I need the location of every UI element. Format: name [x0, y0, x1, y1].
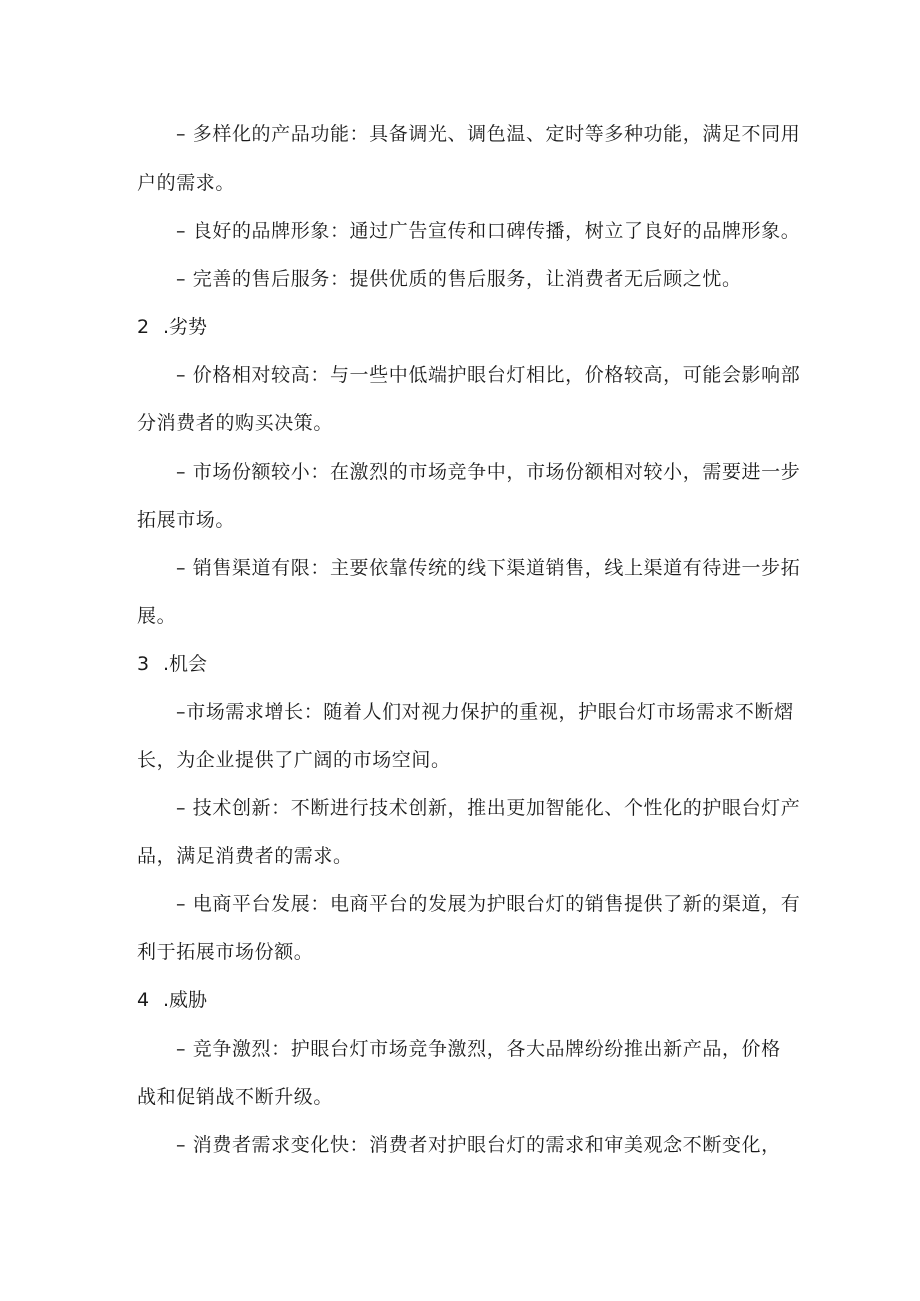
item-line: –市场需求增长：随着人们对视力保护的重视，护眼台灯市场需求不断熠 — [176, 701, 794, 723]
item-line: – 多样化的产品功能：具备调光、调色温、定时等多种功能，满足不同用 — [176, 123, 801, 145]
item-line: 户的需求。 — [137, 172, 236, 194]
item-line: – 销售渠道有限：主要依靠传统的线下渠道销售，线上渠道有待进一步拓 — [176, 557, 801, 579]
section-number: 4 — [137, 989, 150, 1011]
item-line: – 价格相对较高：与一些中低端护眼台灯相比，价格较高，可能会影响部 — [176, 364, 801, 386]
section-heading — [137, 651, 207, 677]
item-line: 拓展市场。 — [137, 509, 236, 531]
item-line: 利于拓展市场份额。 — [137, 941, 314, 963]
section-heading — [137, 314, 207, 340]
item-line: 长，为企业提供了广阔的市场空间。 — [137, 749, 451, 771]
item-line: – 竞争激烈：护眼台灯市场竞争激烈，各大品牌纷纷推出新产品，价格 — [176, 1038, 781, 1060]
item-line: 分消费者的购买决策。 — [137, 412, 334, 434]
section-title: .威胁 — [163, 989, 208, 1011]
item-line: 品，满足消费者的需求。 — [137, 845, 353, 867]
item-line: – 电商平台发展：电商平台的发展为护眼台灯的销售提供了新的渠道，有 — [176, 893, 801, 915]
item-line: 战和促销战不断升级。 — [137, 1086, 334, 1108]
item-line: – 良好的品牌形象：通过广告宣传和口碑传播，树立了良好的品牌形象。 — [176, 220, 801, 242]
section-number: 2 — [137, 316, 150, 338]
section-heading — [137, 987, 207, 1013]
item-line: 展。 — [137, 605, 177, 627]
section-title: .劣势 — [163, 316, 208, 338]
section-title: .机会 — [163, 653, 208, 675]
item-line: – 完善的售后服务：提供优质的售后服务，让消费者无后顾之忧。 — [176, 268, 742, 290]
item-line: – 技术创新：不断进行技术创新，推出更加智能化、个性化的护眼台灯产 — [176, 797, 801, 819]
section-number: 3 — [137, 653, 150, 675]
item-line: – 消费者需求变化快：消费者对护眼台灯的需求和审美观念不断变化， — [176, 1134, 781, 1156]
item-line: – 市场份额较小：在激烈的市场竞争中，市场份额相对较小，需要进一步 — [176, 461, 801, 483]
